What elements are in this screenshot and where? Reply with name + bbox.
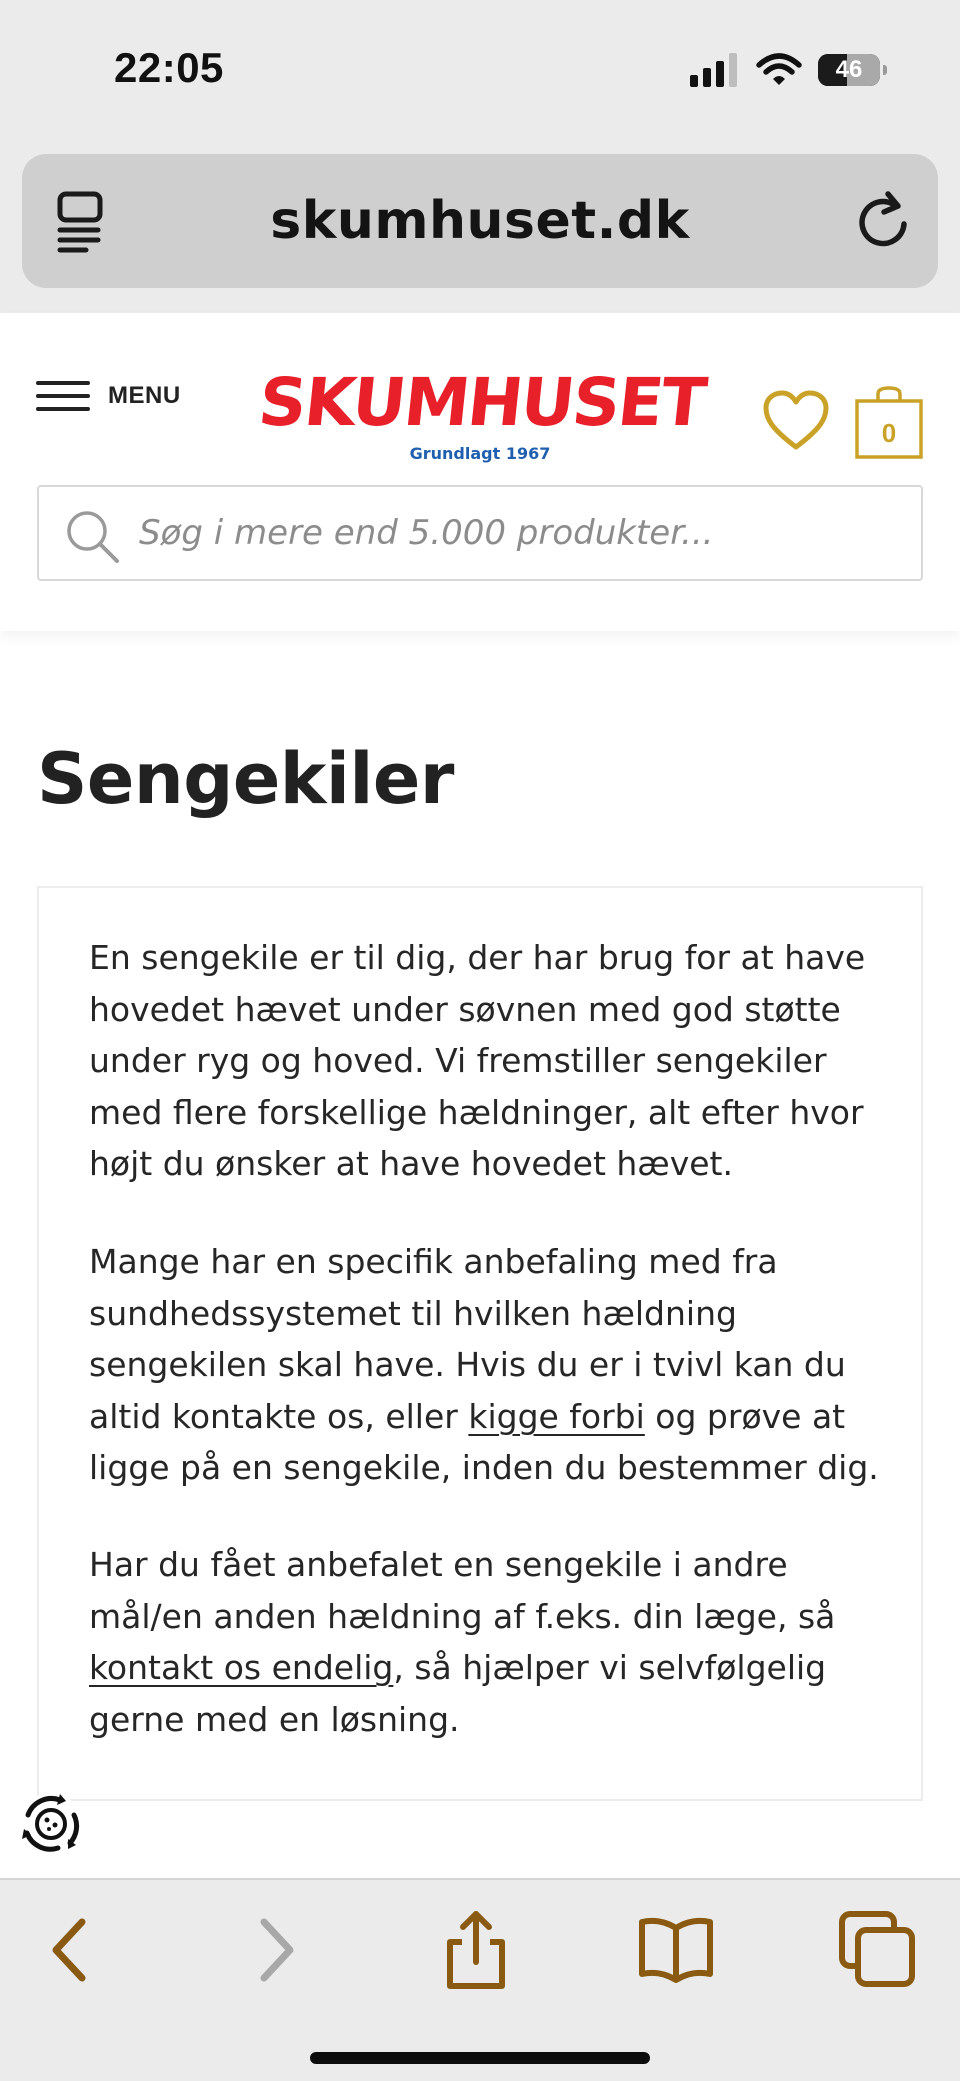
menu-button[interactable] [36,377,181,415]
status-time: 22:05 [114,44,224,91]
battery-icon [818,54,880,86]
share-icon[interactable] [436,1910,516,1990]
cart-button[interactable] [854,385,924,461]
url-text[interactable]: skumhuset.dk [270,191,690,251]
back-icon[interactable] [30,1910,110,1990]
browser-toolbar [0,1878,960,2081]
forward-icon[interactable] [236,1910,316,1990]
site-header [0,313,960,631]
page-title: Sengekiler [37,738,454,820]
paragraph-text: og prøve at ligge på en sengekile, inden du bestemmer dig. [89,1396,879,1487]
paragraph-text: , så hjælper vi selvfølgelig gerne med en løsning. [89,1648,827,1739]
visit-link[interactable]: kigge forbi [468,1396,645,1436]
cellular-signal-icon [690,53,740,87]
menu-label[interactable]: MENU [108,382,181,409]
home-indicator[interactable] [310,2052,650,2064]
search-input[interactable] [139,487,899,579]
search-box[interactable] [37,485,923,581]
paragraph-recommendation [89,1236,879,1494]
cart-count: 0 [881,418,897,448]
heart-icon[interactable] [762,389,830,453]
logo-tagline: Grundlagt 1967 [409,444,551,463]
status-icons [690,52,880,88]
tabs-icon[interactable] [838,1910,918,1990]
battery-level: 46 [835,56,863,83]
paragraph-contact [89,1539,879,1745]
paragraph-text: Mange har en specifik anbefaling med fra sundhedssystemet til hvilken hældning sengekilen skal have. Hvis du er i tvivl kan du altid kontakte os, eller [89,1242,846,1436]
hamburger-icon[interactable] [36,377,92,415]
wifi-icon [756,53,802,87]
paragraph-intro: En sengekile er til dig, der har brug for at have hovedet hævet under søvnen med god støtte under ryg og hoved. Vi fremstiller sengekiler med flere forskellige hældninger, alt efter hvor højt du ønsker at have hovedet hævet. [89,938,866,1183]
bookmarks-icon[interactable] [636,1910,716,1990]
status-bar [0,0,960,140]
address-bar[interactable] [22,154,938,288]
battery-tip [883,65,887,75]
cookie-settings-icon[interactable] [16,1789,86,1859]
contact-link[interactable]: kontakt os endelig [89,1648,394,1687]
description-box [37,886,923,1801]
web-page [0,313,960,1878]
paragraph-text: Har du fået anbefalet en sengekile i andre mål/en anden hældning af f.eks. din læge, så [89,1545,836,1636]
reload-icon[interactable] [848,186,916,254]
search-icon[interactable] [65,509,119,563]
logo-wordmark: SKUMHUSET [255,364,709,441]
site-logo[interactable] [255,343,709,471]
